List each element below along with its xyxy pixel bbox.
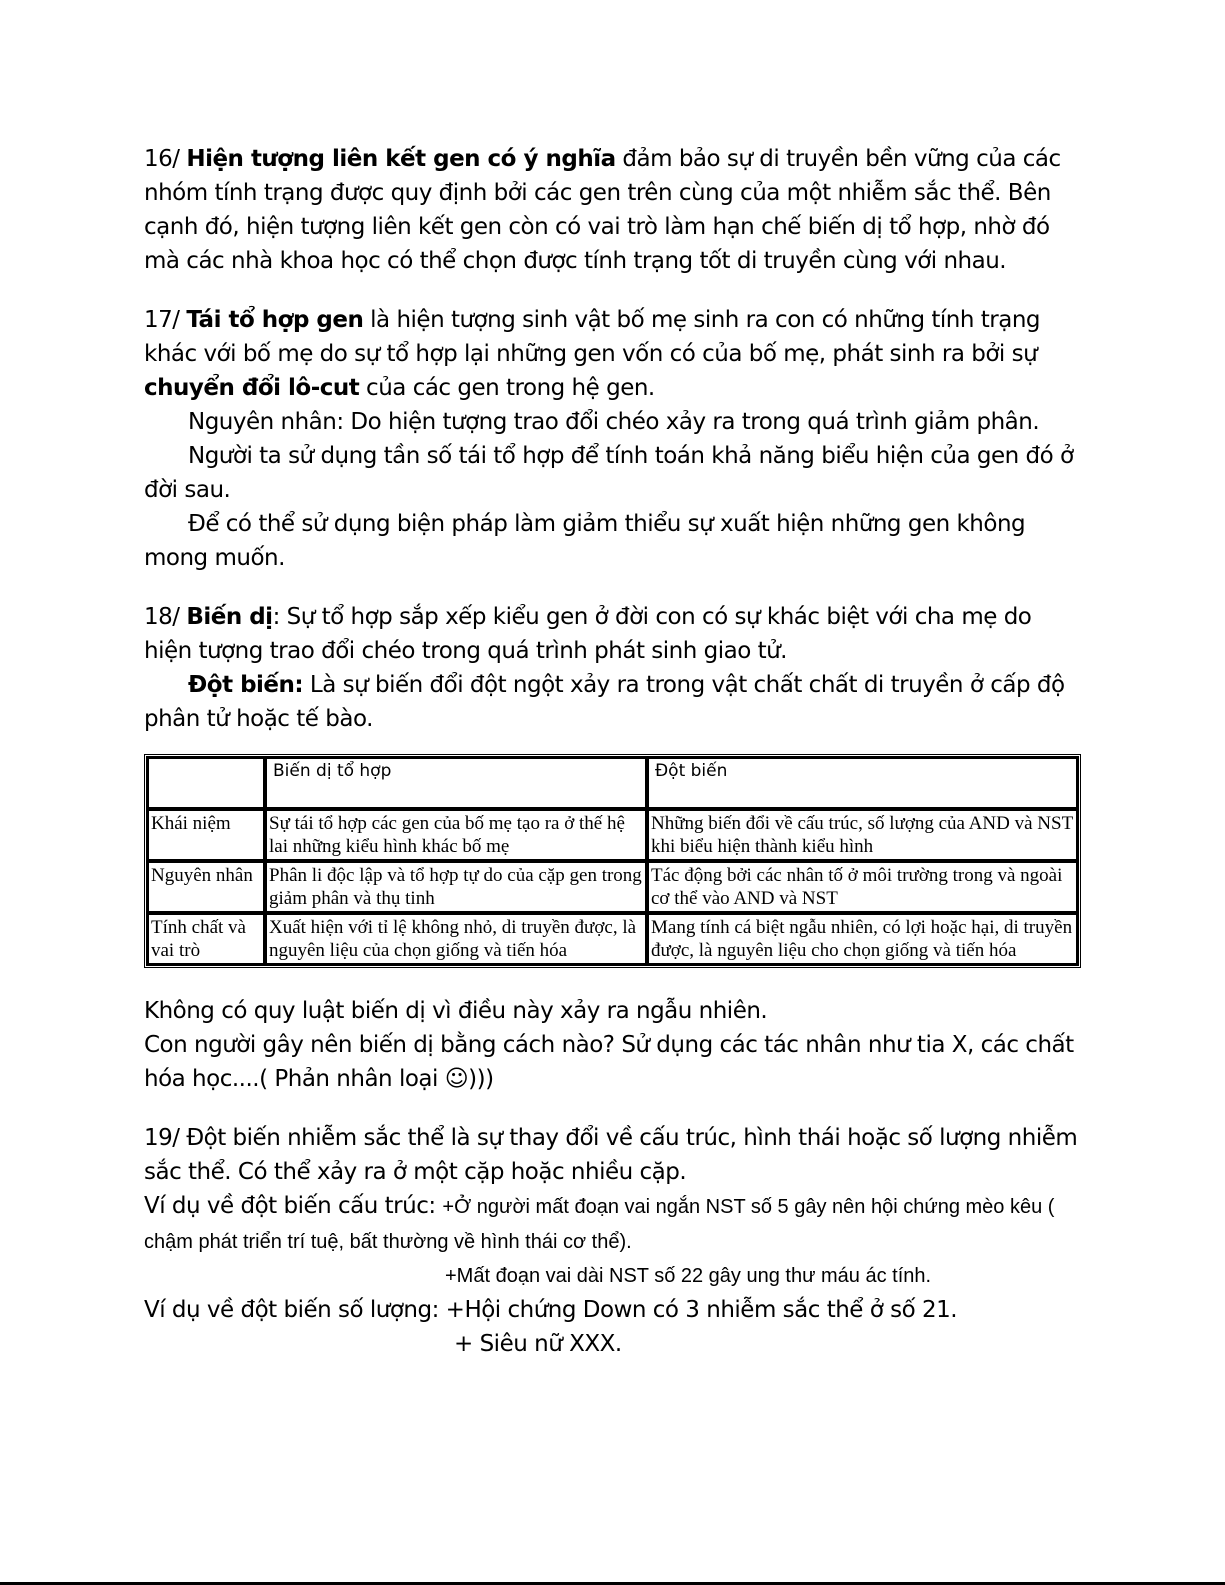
paragraph-text-end: của các gen trong hệ gen. bbox=[359, 375, 655, 401]
numerical-example bbox=[144, 1293, 1079, 1327]
table-cell: Phân li độc lập và tổ hợp tự do của cặp gen trong giảm phân và thụ tinh bbox=[265, 861, 647, 913]
document-body bbox=[144, 142, 1079, 1361]
table-cell: Mang tính cá biệt ngẫu nhiên, có lợi hoặc hại, di truyền được, là nguyên liệu cho chọn giống và tiến hóa bbox=[647, 913, 1078, 965]
structural-label: Ví dụ về đột biến cấu trúc: bbox=[144, 1193, 443, 1219]
bold-term-2: Đột biến: bbox=[188, 672, 304, 698]
table-cell: Tác động bởi các nhân tố ở môi trường trong và ngoài cơ thể vào AND và NST bbox=[647, 861, 1078, 913]
header-cell-empty bbox=[147, 757, 265, 809]
item-number: 18/ bbox=[144, 604, 187, 630]
paragraph-text-2: Là sự biến đổi đột ngột xảy ra trong vật chất chất di truyền ở cấp độ phân tử hoặc tế bào. bbox=[144, 672, 1065, 732]
bold-term: Biến dị bbox=[186, 604, 273, 630]
header-cell-mutation: Đột biến bbox=[647, 757, 1078, 809]
after-table-line-2: Con người gây nên biến dị bằng cách nào? Sử dụng các tác nhân như tia X, các chất hóa học....( Phản nhân loại ☺))) bbox=[144, 1032, 1074, 1092]
numerical-label: Ví dụ về đột biến số lượng: bbox=[144, 1297, 446, 1323]
table-cell: Xuất hiện với tỉ lệ không nhỏ, di truyền được, là nguyên liệu của chọn giống và tiến hóa bbox=[265, 913, 647, 965]
paragraph-17-use1: Người ta sử dụng tần số tái tổ hợp để tính toán khả năng biểu hiện của gen đó ở đời sau. bbox=[144, 443, 1074, 503]
numerical-example-1: +Hội chứng Down có 3 nhiễm sắc thể ở số 21. bbox=[445, 1297, 958, 1323]
row-label: Nguyên nhân bbox=[147, 861, 265, 913]
numerical-example-2: + Siêu nữ XXX. bbox=[454, 1331, 622, 1357]
bold-term: Tái tổ hợp gen bbox=[186, 307, 364, 333]
item-number: 16/ bbox=[144, 146, 187, 172]
paragraph-text: đảm bảo sự di truyền bền vững của các nhóm tính trạng được quy định bởi các gen trên cùng của một nhiễm sắc thể. Bên cạnh đó, hiện tượng liên kết gen còn có vai trò làm hạn chế biến dị tổ hợp, nhờ đó mà các nhà khoa học có thể chọn được tính trạng tốt di truyền cùng với nhau. bbox=[144, 146, 1061, 274]
paragraph-17 bbox=[144, 303, 1079, 405]
structural-example-1: +Ở người mất đoạn vai ngắn NST số 5 gây nên hội chứng mèo kêu ( chậm phát triển trí tuệ, bất thường về hình thái cơ thể). bbox=[144, 1196, 1055, 1253]
paragraph-16 bbox=[144, 142, 1079, 278]
table-cell: Những biến đổi về cấu trúc, số lượng của AND và NST khi biểu hiện thành kiểu hình bbox=[647, 809, 1078, 861]
structural-example bbox=[144, 1189, 1079, 1259]
paragraph-17-cause: Nguyên nhân: Do hiện tượng trao đổi chéo xảy ra trong quá trình giảm phân. bbox=[188, 409, 1040, 435]
table-header-row bbox=[147, 757, 1078, 809]
paragraph-19: 19/ Đột biến nhiễm sắc thể là sự thay đổi về cấu trúc, hình thái hoặc số lượng nhiễm sắc thể. Có thể xảy ra ở một cặp hoặc nhiều cặp. bbox=[144, 1125, 1078, 1185]
table-row bbox=[147, 913, 1078, 965]
comparison-table bbox=[144, 754, 1081, 968]
structural-example-2: +Mất đoạn vai dài NST số 22 gây ung thư máu ác tính. bbox=[445, 1265, 932, 1287]
bold-term: Hiện tượng liên kết gen có ý nghĩa bbox=[186, 146, 616, 172]
bold-term-2: chuyển đổi lô-cut bbox=[144, 375, 360, 401]
after-table-line-1: Không có quy luật biến dị vì điều này xảy ra ngẫu nhiên. bbox=[144, 998, 768, 1024]
row-label: Khái niệm bbox=[147, 809, 265, 861]
paragraph-17-use2: Để có thể sử dụng biện pháp làm giảm thiểu sự xuất hiện những gen không mong muốn. bbox=[144, 511, 1026, 571]
paragraph-18 bbox=[144, 600, 1079, 668]
header-cell-recombination: Biến dị tổ hợp bbox=[265, 757, 647, 809]
table-row bbox=[147, 861, 1078, 913]
paragraph-text: là hiện tượng sinh vật bố mẹ sinh ra con có những tính trạng khác với bố mẹ do sự tổ hợp lại những gen vốn có của bố mẹ, phát sinh ra bởi sự bbox=[144, 307, 1041, 367]
table-row bbox=[147, 809, 1078, 861]
paragraph-18-mutation bbox=[144, 668, 1079, 736]
item-number: 17/ bbox=[144, 307, 187, 333]
row-label: Tính chất và vai trò bbox=[147, 913, 265, 965]
table-cell: Sự tái tổ hợp các gen của bố mẹ tạo ra ở thế hệ lai những kiểu hình khác bố mẹ bbox=[265, 809, 647, 861]
paragraph-text: : Sự tổ hợp sắp xếp kiểu gen ở đời con có sự khác biệt với cha mẹ do hiện tượng trao đổi chéo trong quá trình phát sinh giao tử. bbox=[144, 604, 1032, 664]
